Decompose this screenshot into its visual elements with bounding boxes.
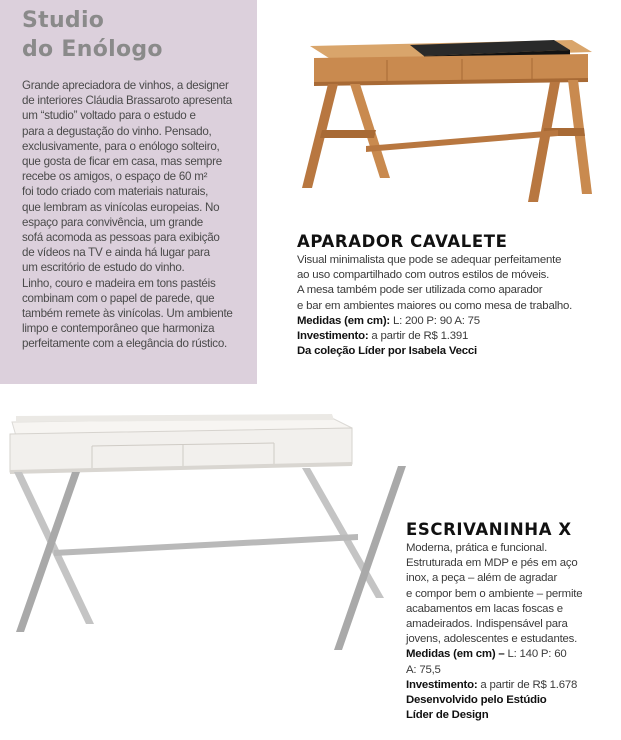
measures-value: L: 200 P: 90 A: 75 (390, 314, 480, 327)
intro-text-line: combinam com o papel de parede, que (22, 291, 215, 305)
aparador-cavalete-image (292, 18, 602, 223)
intro-text-line: Grande apreciadora de vinhos, a designer (22, 79, 229, 92)
intro-text-line: Linho, couro e madeira em tons pastéis (22, 276, 216, 290)
measures-label: Medidas (em cm): (297, 314, 391, 327)
intro-text-line: recebe os amigos, o espaço de 60 m² (22, 170, 208, 184)
intro-text-line: um “studio” voltado para o estudo e (22, 109, 196, 123)
intro-title-line: do Enólogo (22, 37, 163, 62)
intro-text-line: de vídeos na TV e ainda há lugar para (22, 246, 210, 260)
product-aparador-cavalete (297, 232, 617, 359)
escrivaninha-x-image (2, 412, 422, 712)
product-investment (406, 678, 616, 693)
product-description-line: Moderna, prática e funcional. (406, 542, 548, 554)
intro-text-line: um escritório de estudo do vinho. (22, 261, 185, 275)
product-escrivaninha-x (406, 520, 616, 723)
product-description-line: inox, a peça – além de agradar (406, 572, 558, 585)
product-description-line: acabamentos em lacas foscas e (406, 602, 563, 615)
intro-text-line: foi todo criado com materiais naturais, (22, 185, 209, 199)
intro-text-line: exclusivamente, para o enólogo solteiro, (22, 139, 220, 153)
intro-title-line: Studio (22, 8, 105, 33)
measures-label: Medidas (em cm) – (406, 648, 505, 661)
intro-text (22, 78, 251, 352)
intro-text-line: também remete às vinícolas. Um ambiente (22, 307, 233, 321)
product-name: APARADOR CAVALETE (297, 232, 508, 251)
product-description-line: Estruturada em MDP e pés em aço (406, 557, 578, 570)
product-description-line: A mesa também pode ser utilizada como aparador (297, 284, 543, 297)
intro-text-line: que gosta de ficar em casa, mas sempre (22, 155, 222, 169)
intro-text-line: de interiores Cláudia Brassaroto apresenta (22, 94, 232, 108)
product-description-line: amadeirados. Indispensável para (406, 618, 568, 631)
intro-text-line: para a degustação do vinho. Pensado, (22, 124, 212, 138)
product-measures (297, 314, 617, 329)
intro-text-line: limpo e contemporâneo que harmoniza (22, 322, 215, 336)
product-description-line: jovens, adolescentes e estudantes. (406, 633, 578, 646)
product-description-line: ao uso compartilhado com outros estilos de móveis. (297, 269, 550, 282)
intro-title (22, 6, 251, 64)
product-credit: Desenvolvido pelo Estúdio (406, 694, 547, 707)
investment-label: Investimento: (406, 678, 478, 691)
product-description-line: Visual minimalista que pode se adequar perfeitamente (297, 254, 562, 266)
product-description-line: e bar em ambientes maiores ou como mesa de trabalho. (297, 299, 573, 312)
investment-label: Investimento: (297, 330, 369, 343)
product-credit: Da coleção Líder por Isabela Vecci (297, 345, 477, 358)
intro-text-line: perfeitamente com a elegância do rústico. (22, 337, 227, 351)
product-measures-continued: A: 75,5 (406, 663, 441, 676)
measures-value: L: 140 P: 60 (504, 648, 567, 661)
product-credit: Líder de Design (406, 709, 489, 722)
investment-value: a partir de R$ 1.678 (477, 678, 578, 691)
product-name: ESCRIVANINHA X (406, 520, 572, 539)
intro-text-line: que lembram as vinícolas europeias. No (22, 200, 220, 214)
product-description-line: e compor bem o ambiente – permite (406, 587, 583, 600)
product-measures (406, 647, 616, 662)
intro-text-line: sofá acomoda as pessoas para exibição (22, 231, 220, 245)
product-investment (297, 329, 617, 344)
intro-text-line: espaço para convivência, um grande (22, 215, 203, 229)
intro-box (0, 0, 257, 384)
investment-value: a partir de R$ 1.391 (368, 330, 469, 343)
